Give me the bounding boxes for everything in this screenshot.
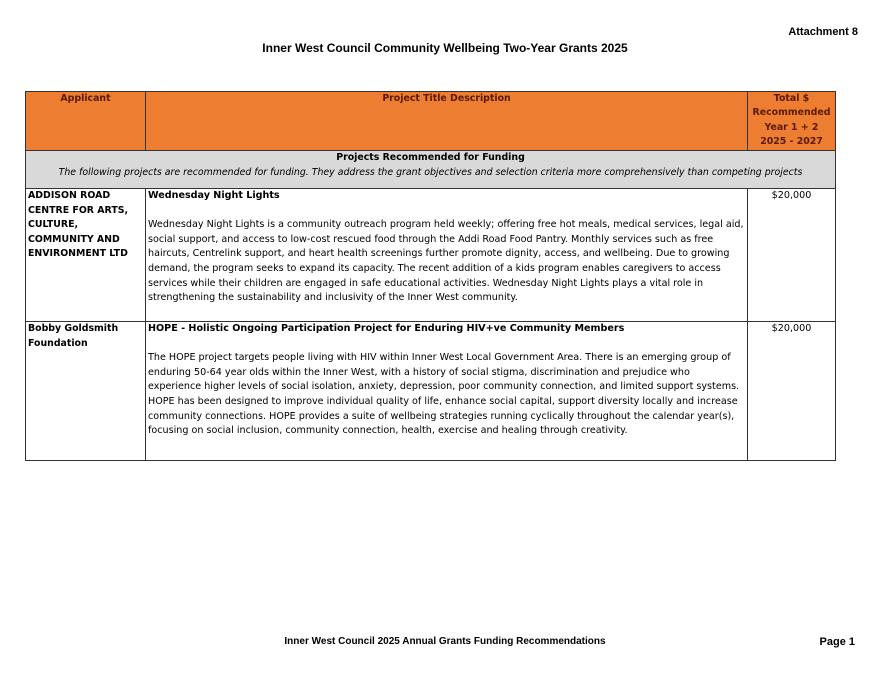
project-column-header: Project Title Description (146, 92, 748, 151)
section-subtitle: The following projects are recommended for funding. They address the grant objectives and selection criteria more comprehensively than competing projects (58, 166, 803, 178)
applicant-name: ADDISON ROAD CENTRE FOR ARTS, CULTURE, COMMUNITY AND ENVIRONMENT LTD (26, 189, 146, 322)
applicant-name: Bobby Goldsmith Foundation (26, 322, 146, 461)
project-cell (146, 322, 748, 461)
table-row (26, 322, 836, 461)
project-description: Wednesday Night Lights is a community outreach program held weekly; offering free hot meals, medical services, legal aid, social support, and access to low-cost rescued food through the Addi Road Food Pantry. Monthly services such as free haircuts, Centrelink support, and heart health screenings further promote dignity, access, and wellbeing. Due to growing demand, the program seeks to expand its capacity. The recent addition of a kids program enables caregivers to access services while their children are engaged in safe educational activities. Wednesday Night Lights plays a vital role in strengthening the sustainability and inclusivity of the Inner West community. (148, 219, 744, 304)
section-heading (26, 151, 836, 189)
project-title: HOPE - Holistic Ongoing Participation Project for Enduring HIV+ve Community Members (148, 323, 625, 334)
recommended-amount: $20,000 (748, 189, 836, 322)
footer-text: Inner West Council 2025 Annual Grants Funding Recommendations (284, 636, 606, 647)
section-title: Projects Recommended for Funding (336, 152, 525, 163)
header-row (26, 92, 836, 151)
applicant-column-header: Applicant (26, 92, 146, 151)
attachment-label: Attachment 8 (788, 26, 858, 38)
recommended-amount: $20,000 (748, 322, 836, 461)
page-number: Page 1 (819, 636, 855, 648)
section-row (26, 151, 836, 189)
document-title: Inner West Council Community Wellbeing Two-Year Grants 2025 (262, 41, 628, 55)
total-column-header: Total $ Recommended Year 1 + 2 2025 - 2027 (748, 92, 836, 151)
project-cell (146, 189, 748, 322)
table-row (26, 189, 836, 322)
project-title: Wednesday Night Lights (148, 190, 280, 201)
project-description: The HOPE project targets people living with HIV within Inner West Local Government Area. There is an emerging group of enduring 50-64 year olds within the Inner West, with a history of social stigma, discrimination and prejudice who experience higher levels of social isolation, anxiety, depression, poor community connection, and limited support systems. HOPE has been designed to improve individual quality of life, enhance social capital, support diversity locally and increase community connections. HOPE provides a suite of wellbeing strategies running cyclically throughout the calendar year(s), focusing on social inclusion, community connection, health, exercise and healing through creativity. (148, 352, 740, 437)
grants-table (25, 91, 836, 461)
